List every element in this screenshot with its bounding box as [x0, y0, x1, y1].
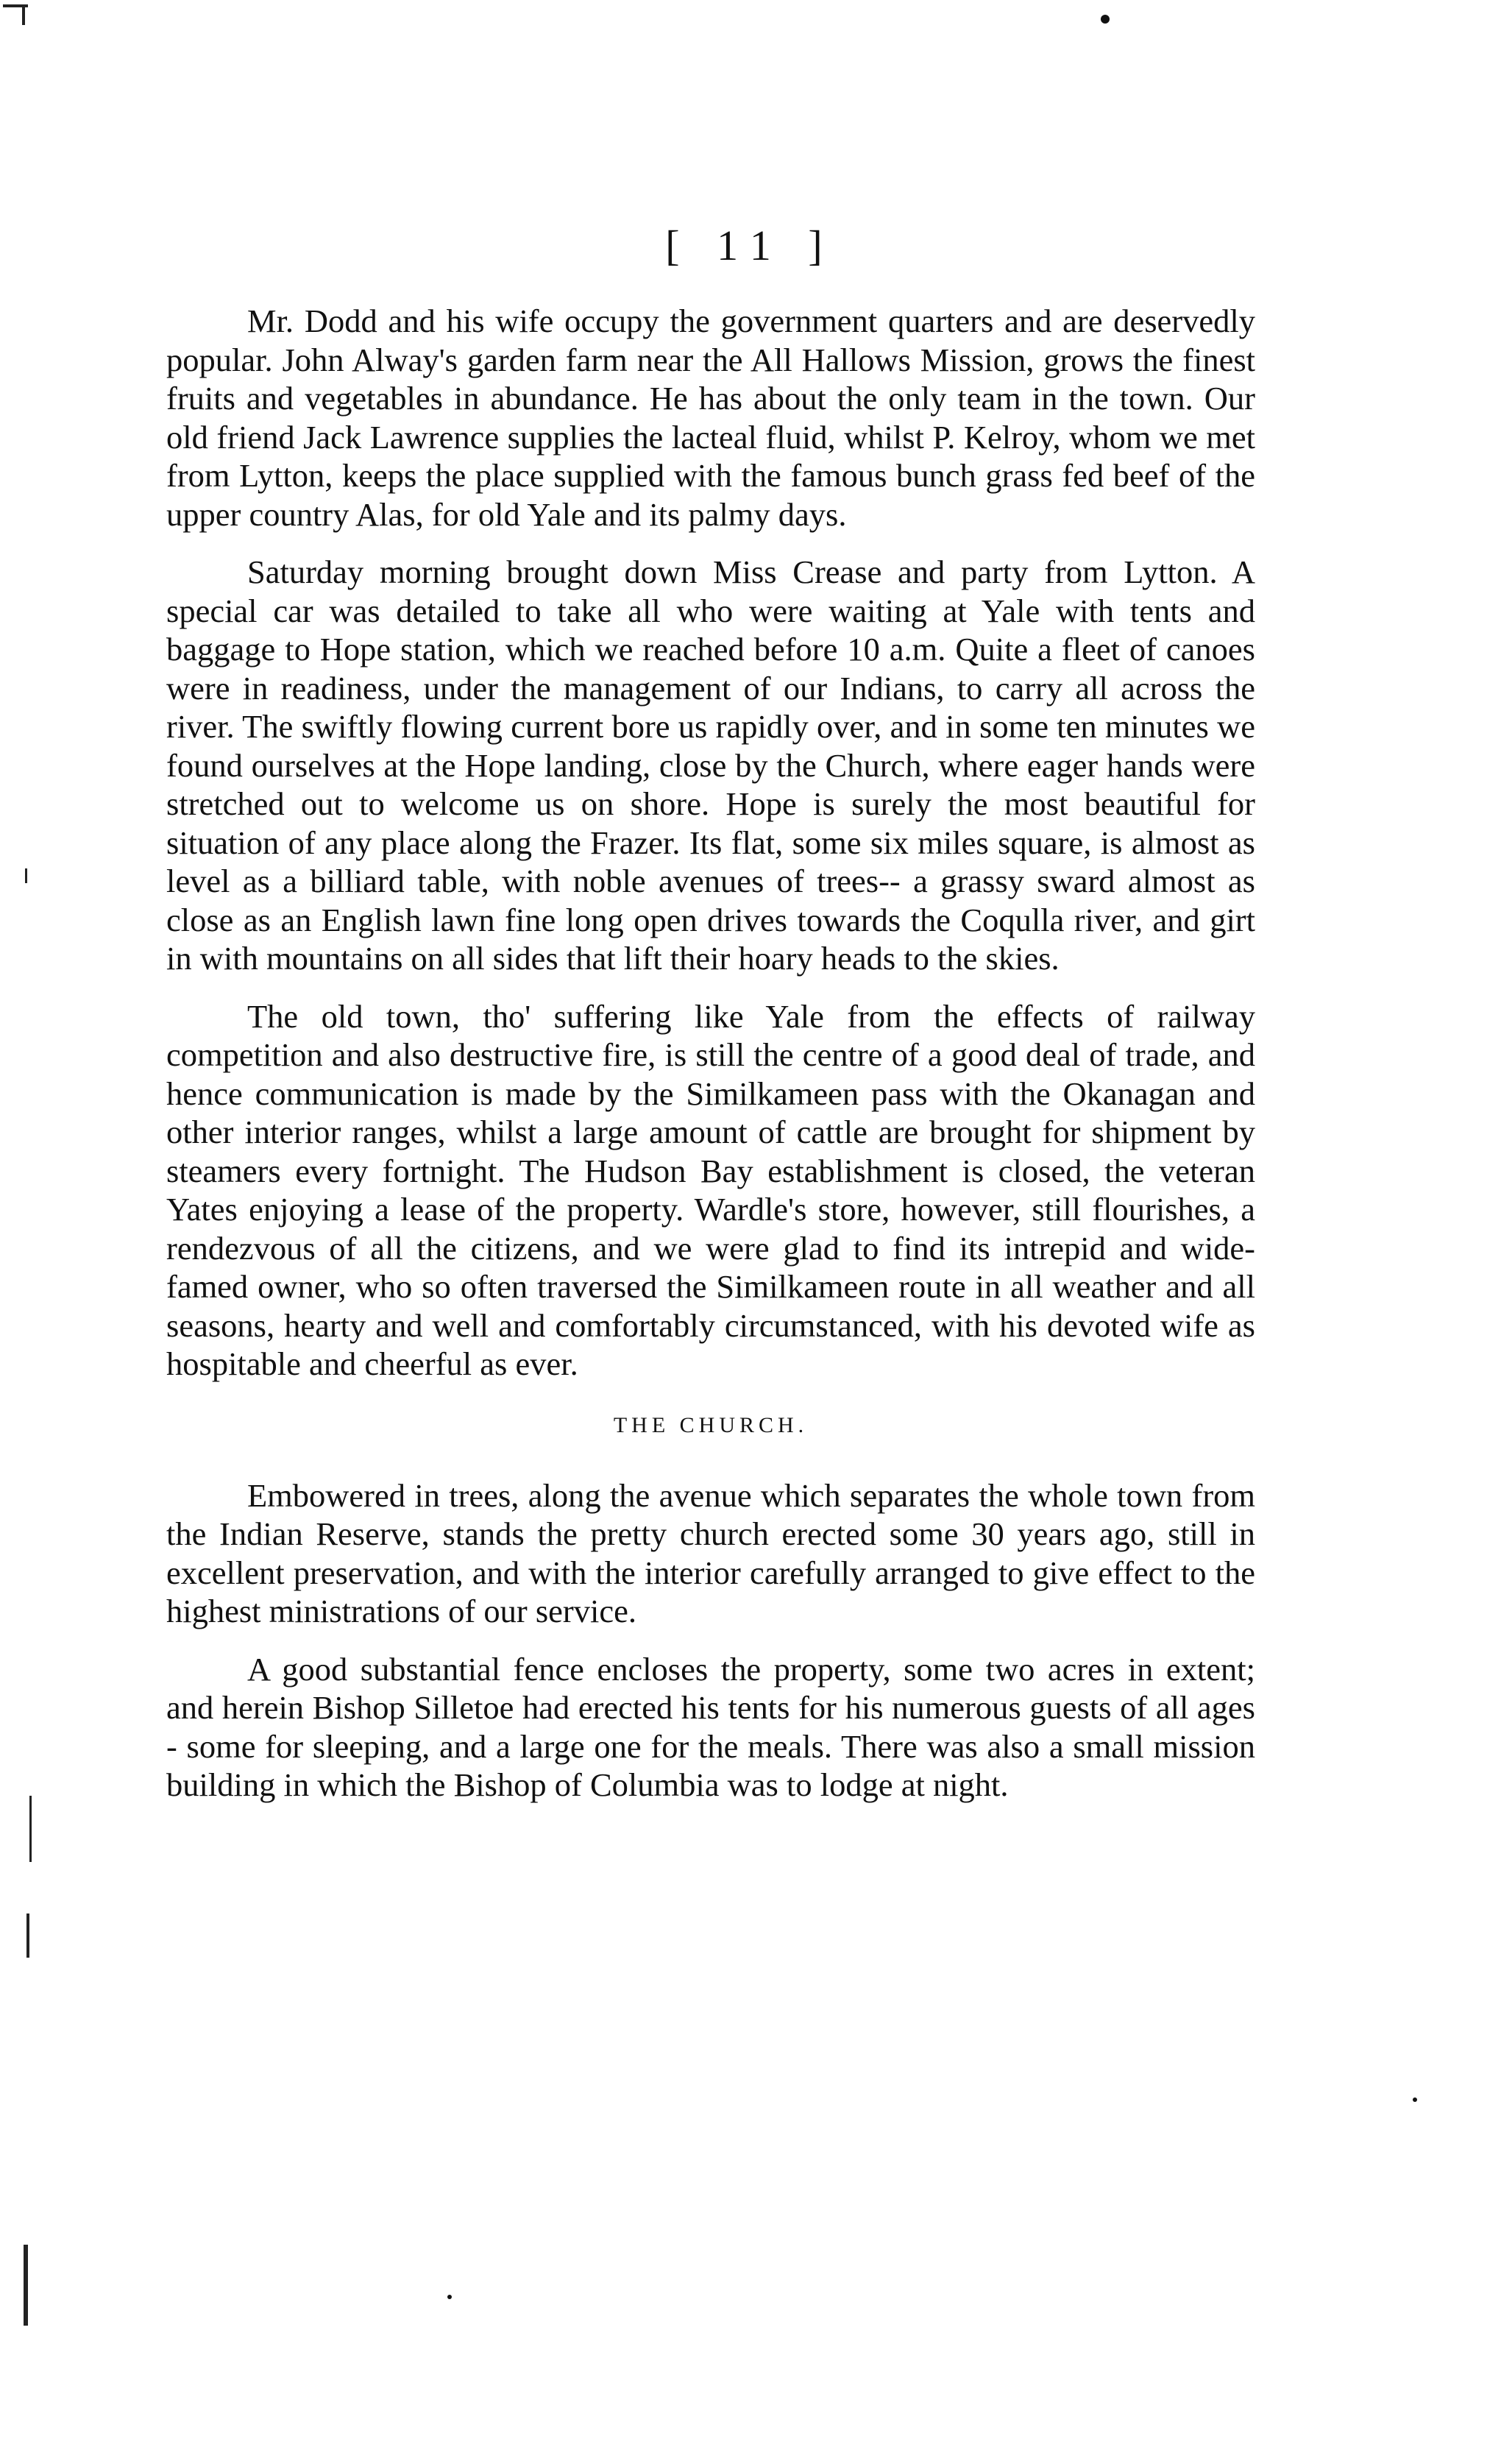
scan-artifact-left-edge-4 — [24, 2245, 28, 2326]
paragraph: Mr. Dodd and his wife occupy the government quarters and are deservedly popular. John Alway's garden farm near the All Hallows Mission, grows the finest fruits and vegetables in abundance. He has about the only team in the town. Our old friend Jack Lawrence supplies the lacteal fluid, whilst P. Kelroy, whom we met from Lytton, keeps the place supplied with the famous bunch grass fed beef of the upper country Alas, for old Yale and its palmy days. — [166, 302, 1255, 533]
scan-artifact-right-dot — [1413, 2097, 1417, 2102]
section-heading: THE CHURCH. — [613, 1412, 809, 1437]
scan-artifact-left-edge-2 — [29, 1796, 32, 1862]
scan-artifact-bottom-dot — [447, 2295, 452, 2299]
paragraph: Embowered in trees, along the avenue which separates the whole town from the Indian Reserve, stands the pretty church erected some 30 years ago, still in excellent preservation, and with the interior carefully arranged to give effect to the highest ministrations of our service. — [166, 1476, 1255, 1629]
paragraph: A good substantial fence encloses the property, some two acres in extent; and herein Bishop Silletoe had erected his tents for his numerous guests of all ages - some for sleeping, and a large one for the meals. There was also a small mission building in which the Bishop of Columbia was to lodge at night. — [166, 1650, 1255, 1803]
scan-artifact-left-edge-3 — [26, 1914, 29, 1958]
paragraph: Saturday morning brought down Miss Crease and party from Lytton. A special car was detailed to take all who were waiting at Yale with tents and baggage to Hope station, which we reached before 10 a.m. Quite a fleet of canoes were in readiness, under the management of our Indians, to carry all across the river. The swiftly flowing current bore us rapidly over, and in some ten minutes we found ourselves at the Hope landing, close by the Church, where eager hands were stretched out to welcome us on shore. Hope is surely the most beautiful for situation of any place along the Frazer. Its flat, some six miles square, is almost as level as a billiard table, with noble avenues of trees-- a grassy sward almost as close as an English lawn fine long open drives towards the Coqulla river, and girt in with mountains on all sides that lift their hoary heads to the skies. — [166, 553, 1255, 977]
scan-artifact-top-left-tail — [22, 4, 25, 25]
paragraph: The old town, tho' suffering like Yale from the effects of railway competition and also destructive fire, is still the centre of a good deal of trade, and hence communication is made by the Similkameen pass with the Okanagan and other interior ranges, whilst a large amount of cattle are brought for shipment by steamers every fortnight. The Hudson Bay establishment is closed, the veteran Yates enjoying a lease of the property. Wardle's store, however, still flourishes, a rendezvous of all the citizens, and we were glad to find its intrepid and wide-famed owner, who so often traversed the Similkameen route in all weather and all seasons, hearty and well and comfortably circumstanced, with his devoted wife as hospitable and cheerful as ever. — [166, 997, 1255, 1382]
scan-artifact-top-dot — [1101, 15, 1110, 24]
body-text — [166, 302, 1255, 1824]
page-number: [ 11 ] — [665, 222, 836, 269]
scan-artifact-left-edge-1 — [25, 868, 27, 883]
